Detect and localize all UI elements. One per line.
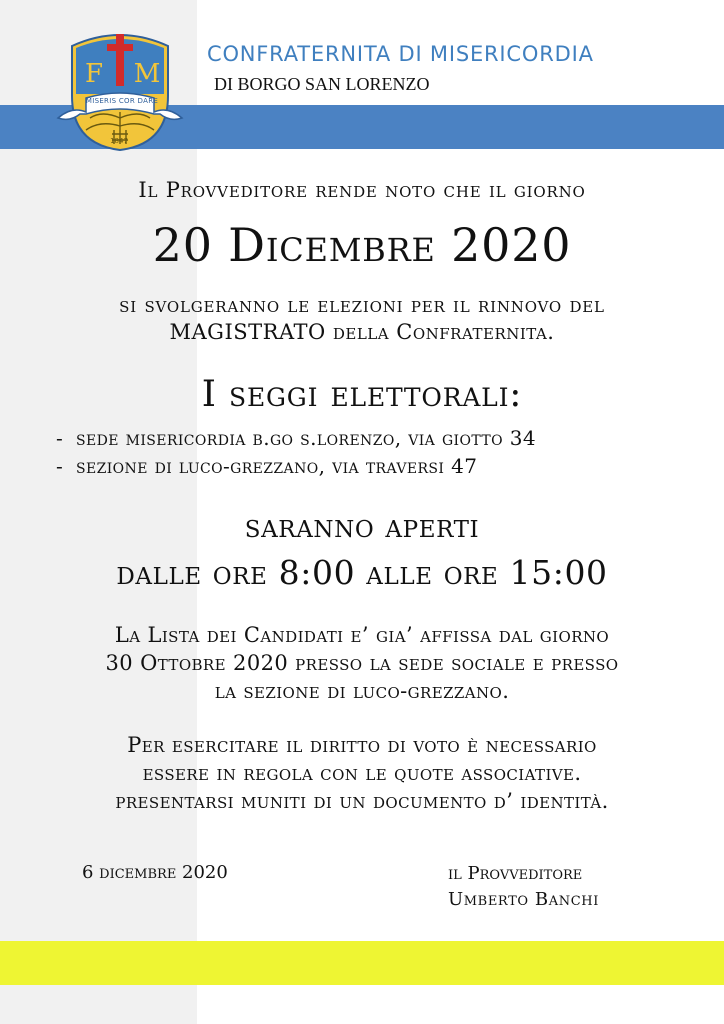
candidates-text-line-2: 30 Ottobre 2020 presso la sede sociale e presso <box>105 651 619 675</box>
opening-text-line-1: saranno aperti <box>244 506 480 545</box>
signature-name: Umberto Banchi <box>448 889 599 910</box>
candidates-text-line-1: La Lista dei Candidati e’ gia’ affissa dal giorno <box>114 623 610 647</box>
misericordia-crest-icon <box>52 26 188 154</box>
elections-text-line-2: MAGISTRATO della Confraternita. <box>169 320 555 344</box>
vote-text-line-3: presentarsi muniti di un documento d’ identità. <box>115 789 609 813</box>
election-date: 20 Dicembre 2020 <box>152 218 572 272</box>
signature-role: il Provveditore <box>448 863 583 884</box>
list-item: - sede misericordia b.go s.lorenzo, via giotto 34 <box>56 426 536 450</box>
opening-hours: dalle ore 8:00 alle ore 15:00 <box>116 553 608 592</box>
vote-text-line-2: essere in regola con le quote associative. <box>142 761 582 785</box>
seggio-2: sezione di luco-grezzano, via traversi 47 <box>76 454 478 478</box>
org-subtitle: DI BORGO SAN LORENZO <box>214 74 430 94</box>
seggi-list <box>56 424 536 480</box>
svg-text:M: M <box>133 59 161 89</box>
svg-text:F: F <box>84 59 104 89</box>
signature-date: 6 dicembre 2020 <box>82 862 228 883</box>
intro-text: Il Provveditore rende noto che il giorno <box>138 178 586 202</box>
logo-motto: MISERIS COR DARE <box>85 97 159 105</box>
logo-year: 1847 <box>110 137 128 145</box>
seggi-title: I seggi elettorali: <box>201 374 523 415</box>
org-name: CONFRATERNITA DI MISERICORDIA <box>207 42 594 66</box>
vote-text-line-1: Per esercitare il diritto di voto è necessario <box>127 733 597 757</box>
footer-yellow-band <box>0 941 724 985</box>
elections-text-line-1: si svolgeranno le elezioni per il rinnovo del <box>119 293 605 317</box>
candidates-text-line-3: la sezione di luco-grezzano. <box>214 679 510 703</box>
list-item: - sezione di luco-grezzano, via traversi 47 <box>56 454 478 478</box>
seggio-1: sede misericordia b.go s.lorenzo, via giotto 34 <box>76 426 536 450</box>
